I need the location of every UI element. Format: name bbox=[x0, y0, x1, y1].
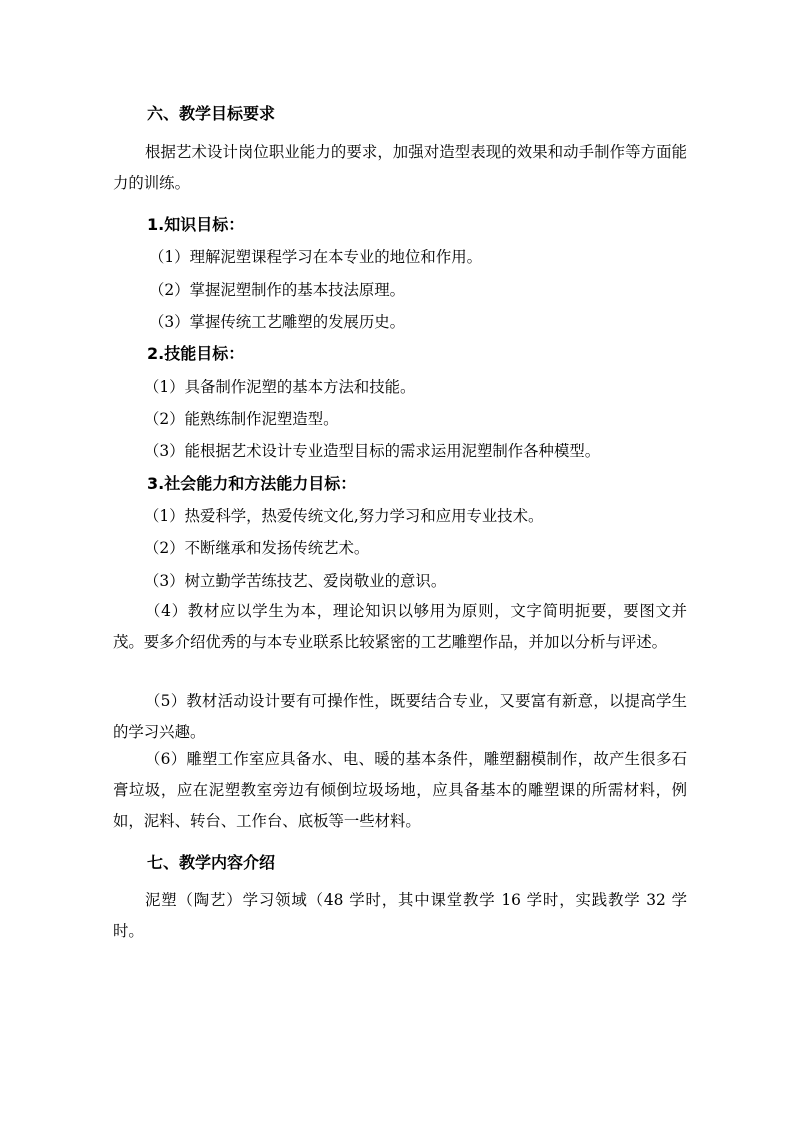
section-7-intro: 泥塑（陶艺）学习领域（48 学时，其中课堂教学 16 学时，实践教学 32 学时。 bbox=[113, 891, 687, 940]
knowledge-item-2: （2）掌握泥塑制作的基本技法原理。 bbox=[149, 281, 406, 299]
social-goals-heading: 3.社会能力和方法能力目标： bbox=[147, 474, 357, 493]
social-item-1: （1）热爱科学，热爱传统文化,努力学习和应用专业技术。 bbox=[144, 507, 544, 525]
knowledge-item-1: （1）理解泥塑课程学习在本专业的地位和作用。 bbox=[149, 248, 482, 266]
social-item-3: （3）树立勤学苦练技艺、爱岗敬业的意识。 bbox=[144, 572, 447, 590]
section-6-heading: 六、教学目标要求 bbox=[147, 104, 276, 123]
knowledge-goals-heading: 1.知识目标： bbox=[147, 215, 245, 234]
social-item-5-paragraph: （5）教材活动设计要有可操作性，既要结合专业，又要富有新意，以提高学生的学习兴趣。 bbox=[113, 692, 687, 741]
skill-goals-heading: 2.技能目标： bbox=[147, 344, 245, 363]
skill-item-3: （3）能根据艺术设计专业造型目标的需求运用泥塑制作各种模型。 bbox=[144, 442, 601, 460]
section-7-heading: 七、教学内容介绍 bbox=[147, 853, 276, 872]
section-6-intro: 根据艺术设计岗位职业能力的要求，加强对造型表现的效果和动手制作等方面能力的训练。 bbox=[113, 143, 687, 192]
social-item-2: （2）不断继承和发扬传统艺术。 bbox=[144, 539, 370, 557]
skill-item-2: （2）能熟练制作泥塑造型。 bbox=[144, 410, 339, 428]
social-item-4-paragraph: （4）教材应以学生为本，理论知识以够用为原则，文字简明扼要，要图文并茂。要多介绍优秀的与本专业联系比较紧密的工艺雕塑作品，并加以分析与评述。 bbox=[113, 602, 687, 651]
knowledge-item-3: （3）掌握传统工艺雕塑的发展历史。 bbox=[149, 313, 406, 331]
skill-item-1: （1）具备制作泥塑的基本方法和技能。 bbox=[144, 378, 416, 396]
social-item-6-paragraph: （6）雕塑工作室应具备水、电、暖的基本条件，雕塑翻模制作，故产生很多石膏垃圾，应在泥塑教室旁边有倾倒垃圾场地，应具备基本的雕塑课的所需材料，例如，泥料、转台、工作台、底板等一些材料。 bbox=[113, 750, 687, 830]
